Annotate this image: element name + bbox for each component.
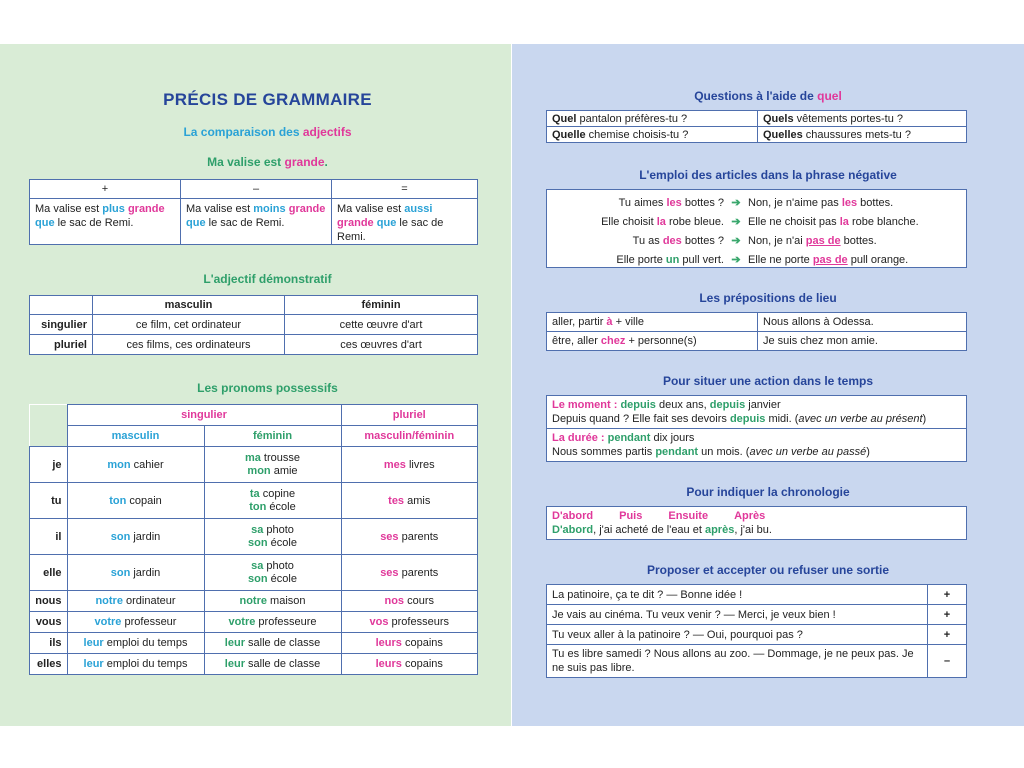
- temps-table: Le moment : depuis deux ans, depuis janvier Depuis quand ? Elle fait ses devoirs depuis midi. (avec un verbe au présent) La durée : pendant dix jours Nous sommes partis pendant un mois. (avec un verbe au passé): [546, 395, 967, 462]
- left-page: [0, 44, 511, 726]
- chronologie-table: D'abord Puis Ensuite Après D'abord, j'ai acheté de l'eau et après, j'ai bu.: [546, 506, 967, 540]
- quel-table: Quel pantalon préfères-tu ? Quels vêtements portes-tu ? Quelle chemise choisis-tu ? Quelles chaussures mets-tu ?: [546, 110, 967, 143]
- table-row: Tu es libre samedi ? Nous allons au zoo. — Dommage, je ne peux pas. Je ne suis pas libre. –: [547, 645, 967, 678]
- articles-box: [546, 189, 967, 268]
- temps-title: Pour situer une action dans le temps: [662, 374, 874, 388]
- table-row: Tu veux aller à la patinoire ? — Oui, pourquoi pas ? +: [547, 625, 967, 645]
- list-item: Elle porte un pull vert. ➔ Elle ne porte pas de pull orange.: [547, 251, 966, 270]
- table-row: il son jardin sa photo son école ses parents: [30, 519, 478, 555]
- possessifs-table: singulier pluriel masculin féminin masculin/féminin je mon cahier ma trousse mon amie mes livres tu ton copain ta copine ton école tes amis il son jardin sa photo son école ses parents elle son jardin sa photo son école ses parents nous notre ordinateur notre maison nos cours vous votre professeur votre professeure vos professeurs ils leur emploi du temps leur salle de classe leurs copains elles leur emploi du temps leur salle de classe leurs copains: [29, 404, 478, 675]
- table-row: elle son jardin sa photo son école ses parents: [30, 555, 478, 591]
- demonstratif-table: masculin féminin singulier ce film, cet ordinateur cette œuvre d'art pluriel ces films, ces ordinateurs ces œuvres d'art: [29, 295, 478, 355]
- table-row: Je vais au cinéma. Tu veux venir ? — Merci, je veux bien ! +: [547, 605, 967, 625]
- right-page: [512, 44, 1024, 726]
- list-item: Tu as des bottes ? ➔ Non, je n'ai pas de bottes.: [547, 232, 966, 251]
- table-row: tu ton copain ta copine ton école tes amis: [30, 483, 478, 519]
- demonstratif-title: L'adjectif démonstratif: [203, 272, 332, 286]
- chronologie-title: Pour indiquer la chronologie: [686, 485, 850, 499]
- arrow-right-icon: ➔: [731, 216, 741, 228]
- arrow-right-icon: ➔: [731, 254, 741, 266]
- articles-title: L'emploi des articles dans la phrase négative: [639, 168, 897, 182]
- table-row: singulier ce film, cet ordinateur cette œuvre d'art: [30, 315, 478, 335]
- table-row: je mon cahier ma trousse mon amie mes livres: [30, 447, 478, 483]
- page-title: PRÉCIS DE GRAMMAIRE: [163, 90, 372, 109]
- comparison-example: Ma valise est grande.: [207, 155, 328, 169]
- arrow-right-icon: ➔: [731, 197, 741, 209]
- comparison-cell-minus: Ma valise est moins grande que le sac de Remi.: [181, 199, 332, 245]
- comparison-cell-equal: Ma valise est aussi grande que le sac de Remi.: [332, 199, 478, 245]
- sortie-title: Proposer et accepter ou refuser une sortie: [646, 563, 890, 577]
- table-row: elles leur emploi du temps leur salle de classe leurs copains: [30, 654, 478, 675]
- arrow-right-icon: ➔: [731, 235, 741, 247]
- list-item: Elle choisit la robe bleue. ➔ Elle ne choisit pas la robe blanche.: [547, 213, 966, 232]
- quel-title: Questions à l'aide de quel: [694, 89, 842, 103]
- prepositions-title: Les prépositions de lieu: [699, 291, 837, 305]
- sortie-table: [546, 584, 967, 678]
- table-row: ils leur emploi du temps leur salle de classe leurs copains: [30, 633, 478, 654]
- table-row: pluriel ces films, ces ordinateurs ces œuvres d'art: [30, 335, 478, 355]
- prepositions-table: aller, partir à + ville Nous allons à Odessa. être, aller chez + personne(s) Je suis chez mon amie.: [546, 312, 967, 351]
- table-row: vous votre professeur votre professeure vos professeurs: [30, 612, 478, 633]
- list-item: Tu aimes les bottes ? ➔ Non, je n'aime pas les bottes.: [547, 194, 966, 213]
- comparison-table: + – = Ma valise est plus grande que le sac de Remi. Ma valise est moins grande que le sac de Remi. Ma valise est aussi grande que le sac de Remi.: [29, 179, 478, 245]
- possessifs-title: Les pronoms possessifs: [197, 381, 338, 395]
- table-row: nous notre ordinateur notre maison nos cours: [30, 591, 478, 612]
- comparison-title: La comparaison des adjectifs: [183, 125, 352, 139]
- comparison-cell-plus: Ma valise est plus grande que le sac de Remi.: [30, 199, 181, 245]
- table-row: La patinoire, ça te dit ? — Bonne idée ! +: [547, 585, 967, 605]
